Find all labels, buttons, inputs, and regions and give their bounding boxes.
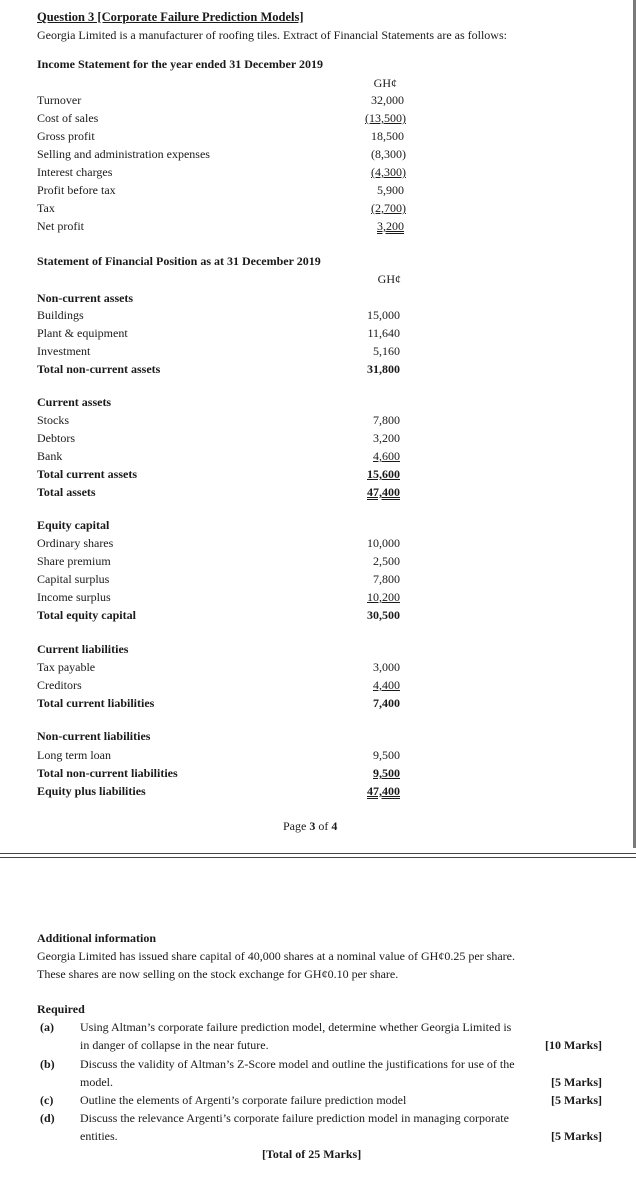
income-label: Selling and administration expenses — [37, 147, 210, 161]
section-heading: Non-current assets — [37, 291, 134, 305]
grand-total-label: Equity plus liabilities — [37, 784, 146, 798]
item-marks: [5 Marks] — [551, 1093, 602, 1107]
income-label: Turnover — [37, 93, 82, 107]
item-text: Discuss the validity of Altman’s Z-Score model and outline the justifications for use of the — [80, 1057, 515, 1071]
income-label: Cost of sales — [37, 111, 99, 125]
sofp-label: Plant & equipment — [37, 326, 128, 340]
sofp-value: 5,160 — [373, 344, 400, 358]
sofp-label: Tax payable — [37, 660, 96, 674]
sofp-label: Capital surplus — [37, 572, 110, 586]
sofp-value: 10,200 — [367, 590, 400, 604]
total-value: 15,600 — [367, 467, 400, 481]
income-value: (4,300) — [371, 165, 406, 179]
sofp-label: Debtors — [37, 431, 75, 445]
item-text: Discuss the relevance Argenti’s corporate failure prediction model in managing corporate — [80, 1111, 509, 1125]
income-label: Interest charges — [37, 165, 113, 179]
grand-total-value: 47,400 — [367, 784, 400, 798]
sofp-value: 4,400 — [373, 678, 400, 692]
income-value: 3,200 — [377, 219, 404, 233]
income-label: Net profit — [37, 219, 84, 233]
sofp-label: Ordinary shares — [37, 536, 114, 550]
income-value: (2,700) — [371, 201, 406, 215]
income-label: Tax — [37, 201, 55, 215]
sofp-label: Stocks — [37, 413, 70, 427]
sofp-value: 3,200 — [373, 431, 400, 445]
question-title: Question 3 [Corporate Failure Prediction Models] — [37, 10, 304, 24]
item-letter: (d) — [40, 1111, 55, 1125]
section-heading: Equity capital — [37, 518, 110, 532]
item-text: Using Altman’s corporate failure prediction model, determine whether Georgia Limited is — [80, 1020, 512, 1034]
income-value: 32,000 — [371, 93, 404, 107]
total-marks: [Total of 25 Marks] — [262, 1147, 362, 1161]
sofp-value: 15,000 — [367, 308, 400, 322]
income-currency: GH¢ — [373, 76, 397, 90]
sofp-label: Long term loan — [37, 748, 111, 762]
item-text: Outline the elements of Argenti’s corporate failure prediction model — [80, 1093, 407, 1107]
sofp-label: Investment — [37, 344, 91, 358]
required-heading: Required — [37, 1002, 85, 1016]
sofp-value: 3,000 — [373, 660, 400, 674]
section-heading: Current assets — [37, 395, 112, 409]
income-label: Gross profit — [37, 129, 95, 143]
sofp-label: Creditors — [37, 678, 82, 692]
sofp-value: 10,000 — [367, 536, 400, 550]
income-value: 18,500 — [371, 129, 404, 143]
grand-total-value: 47,400 — [367, 485, 400, 499]
item-letter: (c) — [40, 1093, 54, 1107]
sofp-label: Buildings — [37, 308, 84, 322]
income-statement-heading: Income Statement for the year ended 31 December 2019 — [37, 57, 323, 71]
sofp-value: 9,500 — [373, 748, 400, 762]
sofp-heading: Statement of Financial Position as at 31 December 2019 — [37, 254, 321, 268]
item-marks: [5 Marks] — [551, 1075, 602, 1089]
item-letter: (a) — [40, 1020, 54, 1034]
total-value: 30,500 — [367, 608, 400, 622]
section-heading: Non-current liabilities — [37, 729, 151, 743]
additional-line: These shares are now selling on the stock exchange for GH¢0.10 per share. — [37, 967, 399, 981]
sofp-value: 7,800 — [373, 413, 400, 427]
page-divider — [0, 853, 636, 854]
income-value: (13,500) — [365, 111, 406, 125]
total-value: 7,400 — [373, 696, 400, 710]
page-divider — [0, 857, 636, 858]
sofp-value: 11,640 — [367, 326, 400, 340]
item-marks: [10 Marks] — [545, 1038, 602, 1052]
total-value: 9,500 — [373, 766, 400, 780]
total-label: Total non-current assets — [37, 362, 161, 376]
item-text: model. — [80, 1075, 113, 1089]
total-label: Total equity capital — [37, 608, 136, 622]
sofp-value: 7,800 — [373, 572, 400, 586]
item-letter: (b) — [40, 1057, 55, 1071]
total-label: Total current assets — [37, 467, 137, 481]
grand-total-label: Total assets — [37, 485, 96, 499]
additional-line: Georgia Limited has issued share capital of 40,000 shares at a nominal value of GH¢0.25 per share. — [37, 949, 515, 963]
question-intro: Georgia Limited is a manufacturer of roofing tiles. Extract of Financial Statements are as follows: — [37, 28, 507, 42]
sofp-label: Bank — [37, 449, 63, 463]
sofp-value: 2,500 — [373, 554, 400, 568]
item-marks: [5 Marks] — [551, 1129, 602, 1143]
total-value: 31,800 — [367, 362, 400, 376]
total-label: Total non-current liabilities — [37, 766, 178, 780]
income-value: (8,300) — [371, 147, 406, 161]
sofp-currency: GH¢ — [377, 272, 401, 286]
sofp-label: Income surplus — [37, 590, 111, 604]
sofp-label: Share premium — [37, 554, 111, 568]
total-label: Total current liabilities — [37, 696, 155, 710]
additional-heading: Additional information — [37, 931, 157, 945]
sofp-value: 4,600 — [373, 449, 400, 463]
income-value: 5,900 — [377, 183, 404, 197]
page-number: Page 3 of 4 — [283, 819, 338, 833]
item-text: in danger of collapse in the near future. — [80, 1038, 269, 1052]
section-heading: Current liabilities — [37, 642, 129, 656]
item-text: entities. — [80, 1129, 118, 1143]
income-label: Profit before tax — [37, 183, 116, 197]
